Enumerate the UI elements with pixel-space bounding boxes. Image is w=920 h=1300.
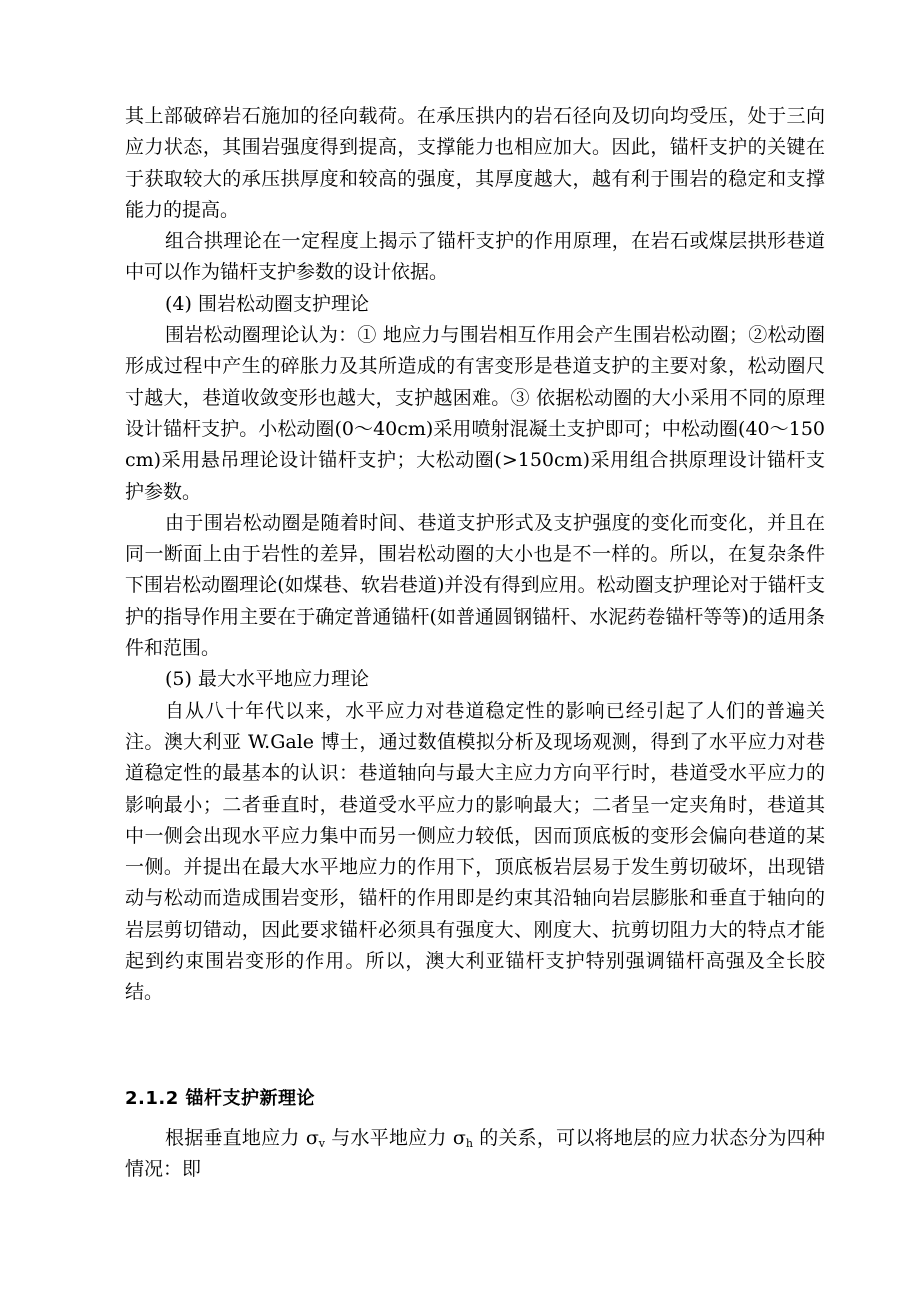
stress-text-part2: 与水平地应力 σ [325, 1127, 466, 1149]
paragraph-horizontal-stress: 自从八十年代以来，水平应力对巷道稳定性的影响已经引起了人们的普遍关注。澳大利亚 W.Gale 博士，通过数值模拟分析及现场观测，得到了水平应力对巷道稳定性的最基本的认识：巷道轴向与最大主应力方向平行时，巷道受水平应力的影响最小；二者垂直时，巷道受水平应力的影响最大；二者呈一定夹角时，巷道其中一侧会出现水平应力集中而另一侧应力较低，因而顶底板的变形会偏向巷道的某一侧。并提出在最大水平地应力的作用下，顶底板岩层易于发生剪切破坏，出现错动与松动而造成围岩变形，锚杆的作用即是约束其沿轴向岩层膨胀和垂直于轴向的岩层剪切错动，因此要求锚杆必须具有强度大、刚度大、抗剪切阻力大的特点才能起到约束围岩变形的作用。所以，澳大利亚锚杆支护特别强调锚杆高强及全长胶结。 [125, 699, 825, 1004]
paragraph-stress-states [125, 1123, 825, 1186]
subscript-v: v [318, 1137, 326, 1150]
paragraph-continuation: 其上部破碎岩石施加的径向载荷。在承压拱内的岩石径向及切向均受压，处于三向应力状态，其围岩强度得到提高，支撑能力也相应加大。因此，锚杆支护的关键在于获取较大的承压拱厚度和较高的强度，其厚度越大，越有利于围岩的稳定和支撑能力的提高。 [125, 105, 825, 221]
subscript-h: h [465, 1137, 473, 1150]
paragraph-loose-circle-limits: 由于围岩松动圈是随着时间、巷道支护形式及支护强度的变化而变化，并且在同一断面上由于岩性的差异，围岩松动圈的大小也是不一样的。所以，在复杂条件下围岩松动圈理论(如煤巷、软岩巷道)并没有得到应用。松动圈支护理论对于锚杆支护的指导作用主要在于确定普通锚杆(如普通圆钢锚杆、水泥药卷锚杆等等)的适用条件和范围。 [125, 511, 825, 660]
subheading-loose-circle: (4) 围岩松动圈支护理论 [165, 292, 369, 315]
stress-text-part3: 的关系，可以将地层的应力状态分为四种情况：即 [125, 1127, 825, 1181]
subheading-horizontal-stress: (5) 最大水平地应力理论 [165, 668, 369, 691]
paragraph-loose-circle-theory: 围岩松动圈理论认为：① 地应力与围岩相互作用会产生围岩松动圈；②松动圈形成过程中产生的碎胀力及其所造成的有害变形是巷道支护的主要对象，松动圈尺寸越大，巷道收敛变形也越大，支护越困难。③ 依据松动圈的大小采用不同的原理设计锚杆支护。小松动圈(0～40cm)采用喷射混凝土支护即可；中松动圈(40～150cm)采用悬吊理论设计锚杆支护；大松动圈(>150cm)采用组合拱原理设计锚杆支护参数。 [125, 324, 825, 503]
section-heading: 2.1.2 锚杆支护新理论 [125, 1088, 316, 1109]
paragraph-combined-arch: 组合拱理论在一定程度上揭示了锚杆支护的作用原理，在岩石或煤层拱形巷道中可以作为锚杆支护参数的设计依据。 [125, 230, 825, 284]
stress-text-part1: 根据垂直地应力 σ [165, 1127, 319, 1149]
